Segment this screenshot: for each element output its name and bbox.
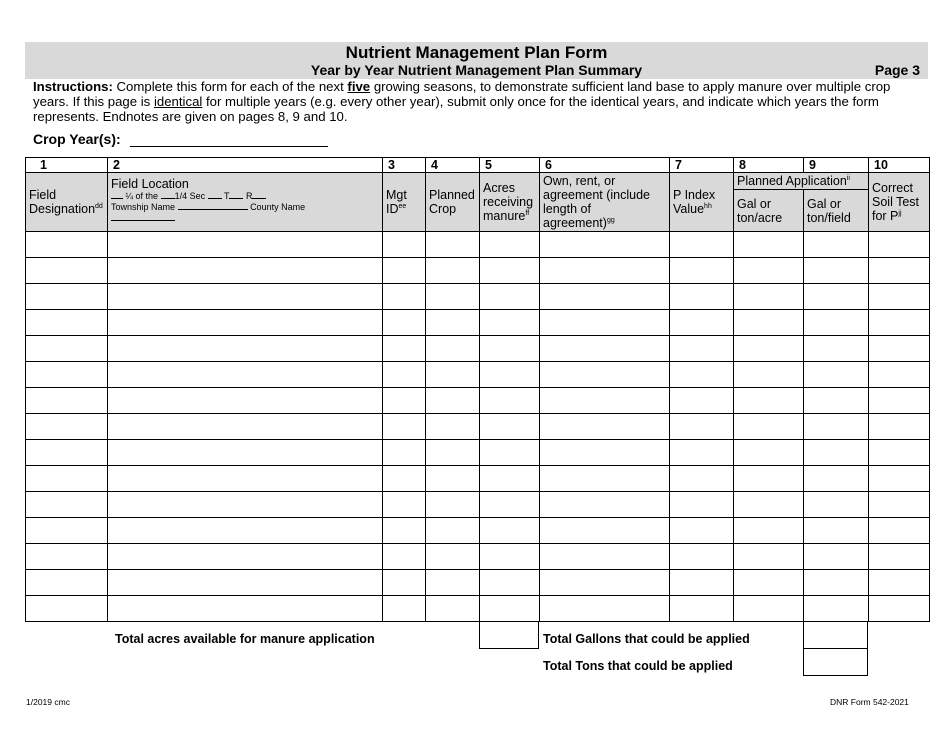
col-num-10: 10 [869,158,930,173]
instructions-text-1: Complete this form for each of the next [112,79,348,94]
table-cell[interactable] [540,570,670,596]
table-cell[interactable] [426,518,480,544]
table-cell[interactable] [26,310,108,336]
table-cell[interactable] [426,466,480,492]
table-cell[interactable] [869,544,930,570]
table-cell[interactable] [383,362,426,388]
table-cell[interactable] [670,466,734,492]
field-location-title: Field Location [111,177,189,191]
table-cell[interactable] [426,414,480,440]
table-cell[interactable] [26,336,108,362]
table-cell[interactable] [869,388,930,414]
table-cell[interactable] [108,258,383,284]
table-cell[interactable] [670,414,734,440]
table-cell[interactable] [869,466,930,492]
table-cell[interactable] [804,362,869,388]
col-num-5: 5 [480,158,540,173]
table-cell[interactable] [108,284,383,310]
table-cell[interactable] [670,232,734,258]
table-cell[interactable] [426,440,480,466]
table-cell[interactable] [670,310,734,336]
table-cell[interactable] [26,440,108,466]
table-cell[interactable] [734,414,804,440]
field-location-names: Township Name County Name [111,202,306,212]
table-cell[interactable] [480,544,540,570]
table-cell[interactable] [383,336,426,362]
table-cell[interactable] [869,232,930,258]
table-cell[interactable] [670,570,734,596]
table-cell[interactable] [540,596,670,622]
table-cell[interactable] [108,362,383,388]
table-cell[interactable] [383,284,426,310]
table-cell[interactable] [734,388,804,414]
table-cell[interactable] [426,284,480,310]
footer-date: 1/2019 cmc [26,697,70,707]
table-cell[interactable] [734,518,804,544]
table-cell[interactable] [804,388,869,414]
instructions-five: five [347,79,371,94]
table-row [26,362,930,388]
table-cell[interactable] [804,258,869,284]
table-cell[interactable] [804,492,869,518]
table-cell[interactable] [383,596,426,622]
table-cell[interactable] [540,258,670,284]
table-cell[interactable] [383,518,426,544]
table-cell[interactable] [26,544,108,570]
table-cell[interactable] [26,388,108,414]
table-row [26,310,930,336]
col-num-7: 7 [670,158,734,173]
table-cell[interactable] [670,336,734,362]
table-cell[interactable] [869,492,930,518]
table-cell[interactable] [108,440,383,466]
table-cell[interactable] [108,336,383,362]
table-cell[interactable] [108,570,383,596]
table-cell[interactable] [480,414,540,440]
col-num-6: 6 [540,158,670,173]
table-cell[interactable] [804,284,869,310]
table-row [26,388,930,414]
table-cell[interactable] [383,492,426,518]
table-cell[interactable] [26,258,108,284]
footer-form-number: DNR Form 542-2021 [830,697,909,707]
table-cell[interactable] [734,544,804,570]
table-cell[interactable] [670,284,734,310]
table-cell[interactable] [804,336,869,362]
table-cell[interactable] [426,362,480,388]
total-acres-label: Total acres available for manure application [115,632,375,646]
table-cell[interactable] [670,362,734,388]
table-cell[interactable] [869,258,930,284]
table-cell[interactable] [26,232,108,258]
table-cell[interactable] [426,492,480,518]
table-row [26,232,930,258]
table-cell[interactable] [480,518,540,544]
header-row-1 [26,173,930,190]
table-cell[interactable] [26,492,108,518]
table-cell[interactable] [540,466,670,492]
form-subtitle: Year by Year Nutrient Management Plan Summary [310,62,643,78]
table-row [26,596,930,622]
table-cell[interactable] [480,388,540,414]
table-cell[interactable] [869,336,930,362]
table-cell[interactable] [26,518,108,544]
table-cell[interactable] [383,258,426,284]
table-cell[interactable] [734,232,804,258]
table-cell[interactable] [540,492,670,518]
table-cell[interactable] [383,310,426,336]
form-title: Nutrient Management Plan Form [345,43,608,62]
header-field-location [108,173,383,232]
table-cell[interactable] [540,310,670,336]
table-cell[interactable] [540,336,670,362]
table-row [26,414,930,440]
table-row [26,336,930,362]
table-cell[interactable] [383,232,426,258]
table-cell[interactable] [734,570,804,596]
table-cell[interactable] [383,466,426,492]
table-cell[interactable] [540,440,670,466]
col-num-9: 9 [804,158,869,173]
table-cell[interactable] [480,284,540,310]
table-cell[interactable] [804,596,869,622]
table-cell[interactable] [540,388,670,414]
table-cell[interactable] [804,232,869,258]
table-cell[interactable] [480,492,540,518]
table-cell[interactable] [383,414,426,440]
table-cell[interactable] [670,596,734,622]
table-cell[interactable] [540,284,670,310]
table-cell[interactable] [804,440,869,466]
table-cell[interactable] [804,310,869,336]
table-cell[interactable] [383,388,426,414]
total-acres-input[interactable] [479,621,539,649]
table-cell[interactable] [480,232,540,258]
table-row [26,466,930,492]
table-cell[interactable] [670,388,734,414]
instructions-label: Instructions: [33,79,113,94]
table-cell[interactable] [480,466,540,492]
instructions-identical: identical [153,94,203,109]
table-cell[interactable] [26,596,108,622]
table-cell[interactable] [108,310,383,336]
header-planned-application: Planned Application$^{ii}$ [734,173,869,190]
table-row [26,544,930,570]
table-cell[interactable] [540,414,670,440]
field-location-legal: ¼ of the 1/4 Sec T R [111,191,379,202]
table-cell[interactable] [383,570,426,596]
col-num-8: 8 [734,158,804,173]
col-num-1: 1 [26,158,108,173]
table-cell[interactable] [869,362,930,388]
table-cell[interactable] [540,544,670,570]
table-cell[interactable] [734,336,804,362]
header-field-designation: Field Designation$^{dd}$ [26,173,108,232]
header-gal-acre: Gal or ton/acre [734,190,804,232]
total-gallons-label: Total Gallons that could be applied [543,632,750,646]
field-location-line [111,213,379,224]
table-cell[interactable] [108,232,383,258]
header-mgt-id: Mgt $ID^{ee}$ [383,173,426,232]
table-row [26,570,930,596]
table-cell[interactable] [383,440,426,466]
total-tons-label: Total Tons that could be applied [543,659,733,673]
table-cell[interactable] [670,440,734,466]
header-acres-receiving: Acres receiving manure$^{ff}$ [480,173,540,232]
table-cell[interactable] [108,492,383,518]
instructions-text-2: growing seasons, to demonstrate sufficient land base to apply manure over multiple crop years. If this page is [33,79,891,109]
table-cell[interactable] [804,414,869,440]
table-cell[interactable] [869,414,930,440]
table-cell[interactable] [670,492,734,518]
table-row [26,258,930,284]
table-cell[interactable] [734,310,804,336]
total-gallons-input[interactable] [803,621,868,649]
table-cell[interactable] [804,466,869,492]
table-cell[interactable] [26,362,108,388]
table-cell[interactable] [26,466,108,492]
col-num-3: 3 [383,158,426,173]
table-cell[interactable] [26,284,108,310]
table-cell[interactable] [869,596,930,622]
table-cell[interactable] [426,544,480,570]
table-cell[interactable] [804,570,869,596]
table-cell[interactable] [804,518,869,544]
form-header [25,42,928,79]
table-cell[interactable] [108,388,383,414]
column-number-row [26,158,930,173]
instructions [33,79,913,124]
table-cell[interactable] [869,440,930,466]
table-cell[interactable] [480,258,540,284]
total-tons-input[interactable] [803,648,868,676]
col-num-4: 4 [426,158,480,173]
table-cell[interactable] [734,258,804,284]
table-cell[interactable] [426,336,480,362]
table-cell[interactable] [26,414,108,440]
header-own-rent: Own, rent, or agreement (include length of agreement)$^{gg}$ [540,173,670,232]
table-cell[interactable] [426,596,480,622]
table-cell[interactable] [734,492,804,518]
table-cell[interactable] [540,362,670,388]
crop-year-field[interactable] [130,146,328,147]
table-cell[interactable] [26,570,108,596]
table-cell[interactable] [804,544,869,570]
crop-year-label: Crop Year(s): [33,131,121,147]
table-cell[interactable] [426,570,480,596]
table-cell[interactable] [734,596,804,622]
header-planned-crop: Planned Crop [426,173,480,232]
table-cell[interactable] [734,284,804,310]
table-cell[interactable] [108,518,383,544]
table-cell[interactable] [734,466,804,492]
table-cell[interactable] [108,544,383,570]
table-cell[interactable] [869,518,930,544]
table-row [26,518,930,544]
table-cell[interactable] [426,258,480,284]
header-gal-field: Gal or ton/field [804,190,869,232]
table-cell[interactable] [734,440,804,466]
table-cell[interactable] [670,258,734,284]
table-cell[interactable] [480,362,540,388]
page-number: Page 3 [874,62,920,78]
table-cell[interactable] [480,440,540,466]
table-row [26,284,930,310]
table-cell[interactable] [869,570,930,596]
table-cell[interactable] [540,518,670,544]
table-cell[interactable] [426,232,480,258]
table-cell[interactable] [480,336,540,362]
table-row [26,440,930,466]
table-cell[interactable] [869,310,930,336]
header-p-index: P Index Value$^{hh}$ [670,173,734,232]
table-cell[interactable] [480,310,540,336]
table-cell[interactable] [734,362,804,388]
table-cell[interactable] [540,232,670,258]
table-cell[interactable] [480,596,540,622]
table-cell[interactable] [670,544,734,570]
table-cell[interactable] [869,284,930,310]
instructions-text-3: for multiple years (e.g. every other year), submit only once for the identical years, and indicate which years the form represents. Endnotes are given on pages 8, 9 and 10. [33,94,879,124]
table-cell[interactable] [426,388,480,414]
table-cell[interactable] [108,596,383,622]
header-soil-test: Correct Soil Test for $P^{jj}$ [869,173,930,232]
table-cell[interactable] [108,414,383,440]
table-cell[interactable] [383,544,426,570]
table-row [26,492,930,518]
table-cell[interactable] [480,570,540,596]
table-cell[interactable] [426,310,480,336]
table-cell[interactable] [108,466,383,492]
nutrient-plan-table [25,157,930,622]
table-cell[interactable] [670,518,734,544]
col-num-2: 2 [108,158,383,173]
